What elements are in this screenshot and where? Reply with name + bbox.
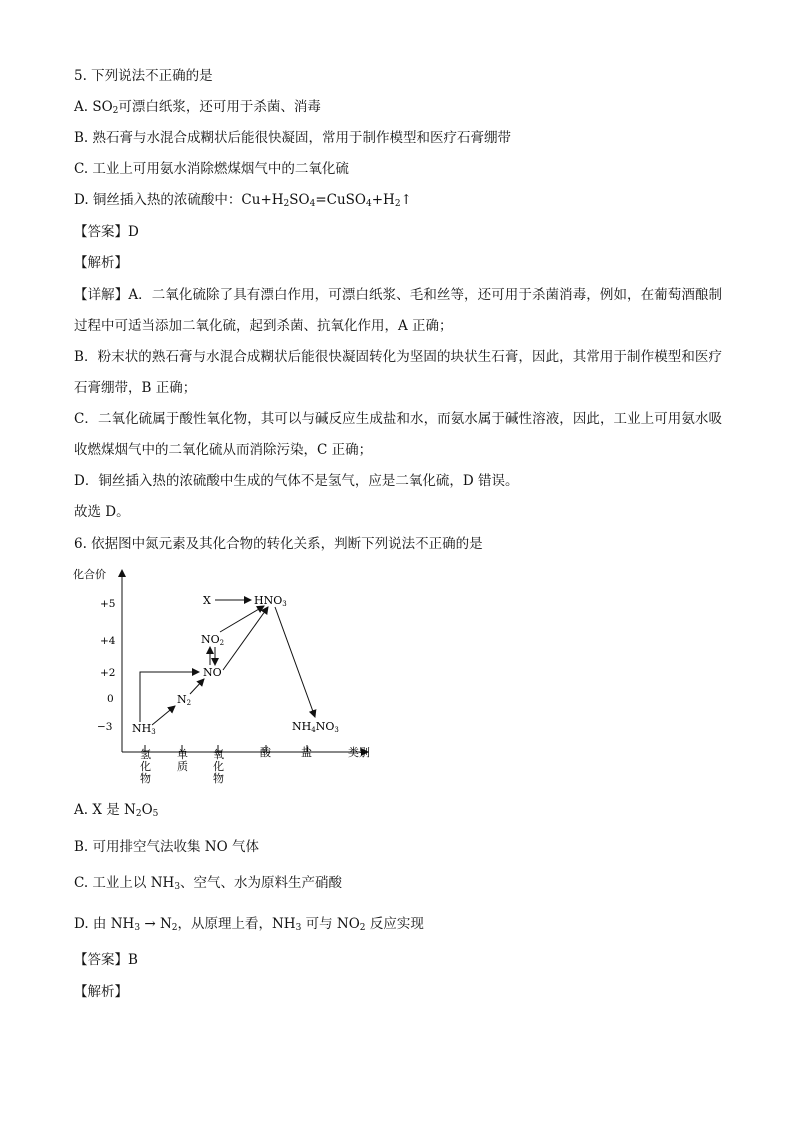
- y-tick-zero: 0: [107, 693, 114, 705]
- q6-answer: 【答案】B: [74, 952, 138, 968]
- q5-analysis-title: 【解析】: [74, 255, 128, 271]
- x-cat-oxide: 氧化物: [213, 748, 224, 785]
- q5-detail-a: 【详解】A．二氧化硫除了具有漂白作用，可漂白纸浆、毛和丝等，还可用于杀菌消毒，例如，在葡萄酒酿制过程中可适当添加二氧化硫，起到杀菌、抗氧化作用，A 正确；: [74, 287, 722, 334]
- y-tick-plus5: +5: [100, 598, 116, 610]
- q5-answer: 【答案】D: [74, 224, 139, 240]
- q5-detail-b: B．粉末状的熟石膏与水混合成糊状后能很快凝固转化为坚固的块状生石膏，因此，其常用于制作模型和医疗石膏绷带，B 正确；: [74, 349, 722, 396]
- q6-option-d: D. 由 $NH_3 \to N_2$，从原理上看，$NH_3$ 可与 $NO_2$ 反应实现: [74, 916, 424, 933]
- x-cat-element: 单质: [177, 748, 188, 773]
- q5-detail-d: D．铜丝插入热的浓硫酸中生成的气体不是氢气，应是二氧化硫，D 错误。: [74, 473, 519, 489]
- q6-option-a: A. X 是 $N_2O_5$: [74, 802, 159, 819]
- node-nh4no3: NH4NO3: [292, 720, 339, 734]
- q5-conclusion: 故选 D。: [74, 504, 130, 520]
- x-cat-hydride: 氢化物: [140, 748, 151, 785]
- q6-stem: 6. 依据图中氮元素及其化合物的转化关系，判断下列说法不正确的是: [74, 536, 483, 552]
- y-tick-minus3: −3: [97, 721, 113, 733]
- q5-option-c: C. 工业上可用氨水消除燃煤烟气中的二氧化硫: [74, 161, 349, 177]
- node-no: NO: [203, 666, 222, 679]
- node-nh3: NH3: [132, 722, 156, 736]
- y-tick-plus4: +4: [100, 635, 116, 647]
- node-hno3: HNO3: [254, 594, 287, 608]
- q5-stem: 5. 下列说法不正确的是: [74, 68, 213, 84]
- q5-option-a: A. $SO_2$可漂白纸浆，还可用于杀菌、消毒: [74, 99, 321, 116]
- node-n2: N2: [177, 693, 192, 707]
- q6-option-b: B. 可用排空气法收集 NO 气体: [74, 839, 259, 855]
- node-x: X: [203, 594, 211, 607]
- x-cat-salt: 盐: [301, 746, 312, 759]
- q5-option-d: D. 铜丝插入热的浓硫酸中：$Cu+H_2SO_4=CuSO_4+H_2↑$: [74, 192, 412, 209]
- y-tick-plus2: +2: [100, 667, 116, 679]
- q6-option-c: C. 工业上以 $NH_3$、空气、水为原料生产硝酸: [74, 875, 343, 892]
- q5-detail-c: C．二氧化硫属于酸性氧化物，其可以与碱反应生成盐和水，而氨水属于碱性溶液，因此，工业上可用氨水吸收燃煤烟气中的二氧化硫从而消除污染，C 正确；: [74, 411, 722, 458]
- y-axis-label: 化合价: [73, 568, 106, 581]
- q6-analysis-title: 【解析】: [74, 984, 128, 1000]
- x-axis-label: 类别: [348, 746, 370, 759]
- node-no2: NO2: [201, 633, 225, 647]
- nitrogen-valence-diagram: [70, 560, 390, 790]
- q5-option-b: B. 熟石膏与水混合成糊状后能很快凝固，常用于制作模型和医疗石膏绷带: [74, 130, 512, 146]
- x-cat-acid: 酸: [260, 746, 271, 759]
